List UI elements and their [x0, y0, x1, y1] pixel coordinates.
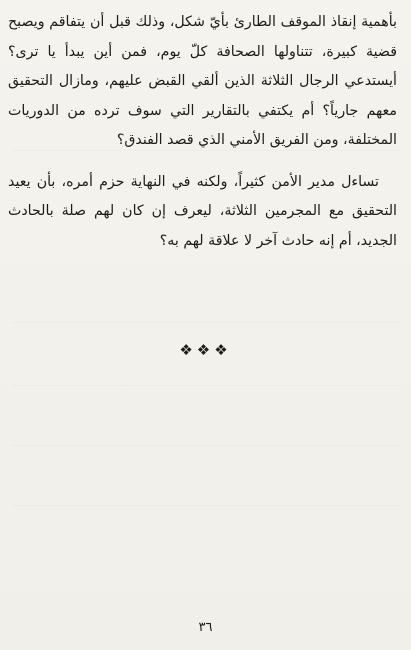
show-through-line: [12, 322, 399, 323]
paragraph-1: بأهمية إنقاذ الموقف الطارئ بأيّ شكل، وذلك قبل أن يتفاقم ويصبح قضية كبيرة، تتناولها الصحافة كلّ يوم، فمن أين يبدأ يا ترى؟ أيستدعي الرجال الثلاثة الذين ألقي القبض عليهم، ومازال التحقيق معهم جارياً؟ أم يكتفي بالتقارير التي سوف ترده من الدوريات المختلفة، ومن الفريق الأمني الذي قصد الفندق؟: [8, 14, 397, 148]
show-through-line: [12, 445, 399, 446]
section-divider-ornament: ❖❖❖: [179, 341, 232, 359]
page-number: ٣٦: [198, 620, 213, 635]
show-through-line: [12, 505, 399, 506]
body-text: [8, 8, 397, 256]
paragraph-2: تساءل مدير الأمن كثيراً، ولكنه في النهاية حزم أمره، بأن يعيد التحقيق مع المجرمين الثلاثة، ليعرف إن كان لهم صلة بالحادث الجديد، أم إنه حادث آخر لا علاقة لهم به؟: [8, 173, 397, 249]
show-through-line: [12, 385, 399, 386]
